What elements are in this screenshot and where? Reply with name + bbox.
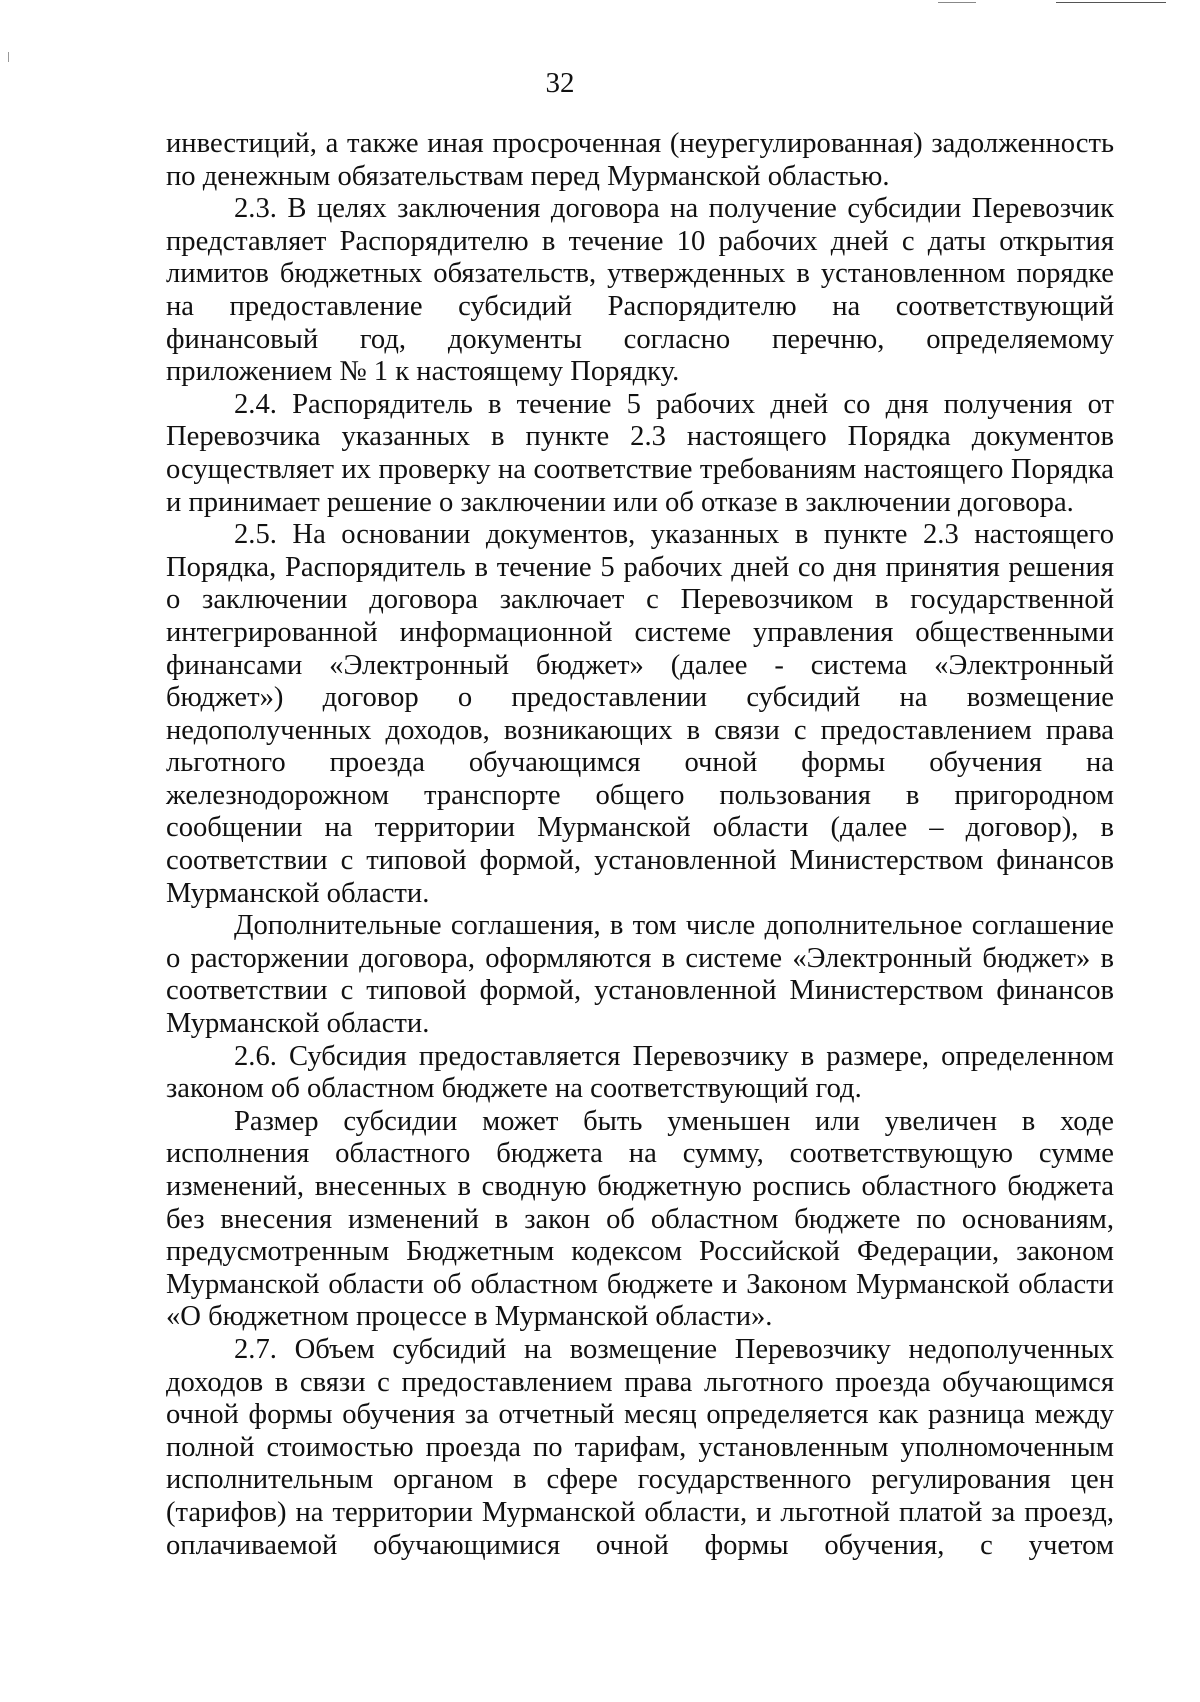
paragraph-subsidy-size: Размер субсидии может быть уменьшен или увеличен в ходе исполнения областного бюджета на сумму, соответствующую сумме изменений, внесенных в сводную бюджетную роспись областного бюджета без внесения изменений в закон об областном бюджете по основаниям, предусмотренным Бюджетным кодексом Российской Федерации, законом Мурманской области об областном бюджете и Законом Мурманской области «О бюджетном процессе в Мурманской области». — [166, 1105, 1114, 1333]
paragraph-2-3: 2.3. В целях заключения договора на получение субсидии Перевозчик представляет Распорядителю в течение 10 рабочих дней с даты открытия лимитов бюджетных обязательств, утвержденных в установленном порядке на предоставление субсидий Распорядителю на соответствующий финансовый год, документы согласно перечню, определяемому приложением № 1 к настоящему Порядку. — [166, 193, 1114, 388]
paragraph-2-4: 2.4. Распорядитель в течение 5 рабочих дней со дня получения от Перевозчика указанных в пункте 2.3 настоящего Порядка документов осуществляет их проверку на соответствие требованиям настоящего Порядка и принимает решение о заключении или об отказе в заключении договора. — [166, 388, 1114, 518]
paragraph-2-7: 2.7. Объем субсидий на возмещение Перевозчику недополученных доходов в связи с предоставлением права льготного проезда обучающимся очной формы обучения за отчетный месяц определяется как разница между полной стоимостью проезда по тарифам, установленным уполномоченным исполнительным органом в сфере государственного регулирования цен (тарифов) на территории Мурманской области, и льготной платой за проезд, оплачиваемой обучающимися очной формы обучения, с учетом — [166, 1333, 1114, 1561]
document-body — [166, 128, 1114, 1562]
scan-artifact-left-edge — [8, 52, 9, 62]
paragraph-additional-agreements: Дополнительные соглашения, в том числе дополнительное соглашение о расторжении договора, оформляются в системе «Электронный бюджет» в соответствии с типовой формой, установленной Министерством финансов Мурманской области. — [166, 910, 1114, 1040]
scan-artifact-top-right — [1056, 2, 1166, 3]
paragraph-2-6: 2.6. Субсидия предоставляется Перевозчику в размере, определенном законом об областном бюджете на соответствующий год. — [166, 1040, 1114, 1105]
scan-artifact-top-center — [938, 2, 976, 3]
page-number: 32 — [545, 67, 575, 99]
paragraph-continuation: инвестиций, а также иная просроченная (неурегулированная) задолженность по денежным обязательствам перед Мурманской областью. — [166, 128, 1114, 192]
paragraph-2-5: 2.5. На основании документов, указанных в пункте 2.3 настоящего Порядка, Распорядитель в течение 5 рабочих дней со дня принятия решения о заключении договора заключает с Перевозчиком в государственной интегрированной информационной системе управления общественными финансами «Электронный бюджет» (далее - система «Электронный бюджет») договор о предоставлении субсидий на возмещение недополученных доходов, возникающих в связи с предоставлением права льготного проезда обучающимся очной формы обучения на железнодорожном транспорте общего пользования в пригородном сообщении на территории Мурманской области (далее – договор), в соответствии с типовой формой, установленной Министерством финансов Мурманской области. — [166, 519, 1114, 909]
